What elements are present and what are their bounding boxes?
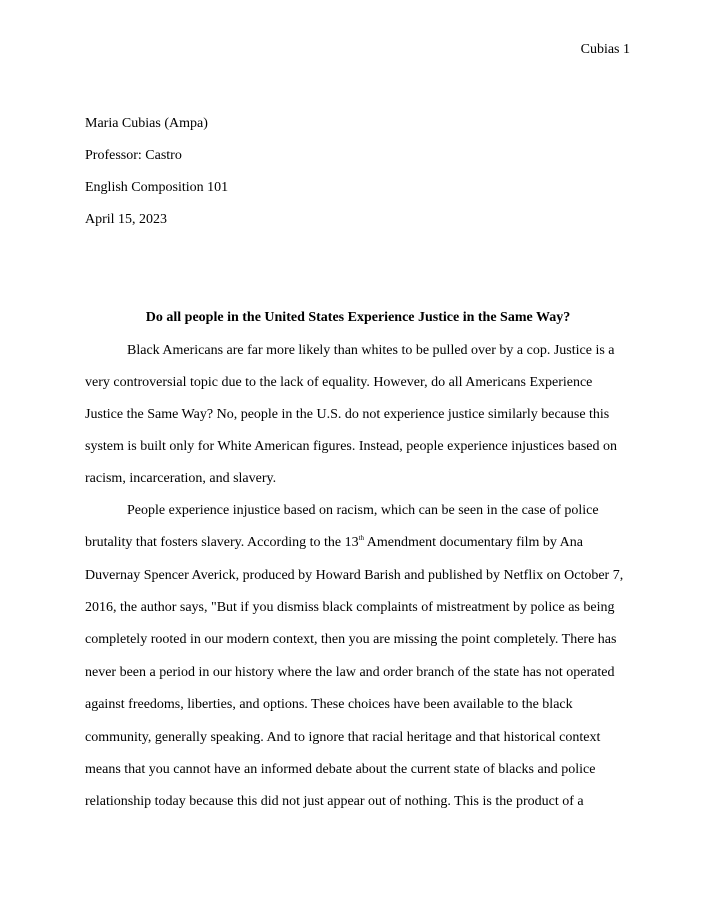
paragraph-2-text: brutality that fosters slavery. According to the 13	[85, 535, 359, 550]
paragraph-2-line: Duvernay Spencer Averick, produced by Howard Barish and published by Netflix on October 7,	[85, 568, 624, 583]
professor-name: Professor: Castro	[85, 148, 182, 163]
student-name: Maria Cubias (Ampa)	[85, 116, 208, 131]
paragraph-1-line: Justice the Same Way? No, people in the U.S. do not experience justice similarly because this	[85, 407, 610, 422]
essay-title: Do all people in the United States Experience Justice in the Same Way?	[145, 310, 571, 325]
paragraph-1-line: Black Americans are far more likely than whites to be pulled over by a cop. Justice is a	[127, 343, 615, 358]
paragraph-2-line: 2016, the author says, "But if you dismiss black complaints of mistreatment by police as being	[85, 600, 615, 615]
paragraph-2-line: means that you cannot have an informed debate about the current state of blacks and police	[85, 762, 596, 777]
paragraph-2-line: completely rooted in our modern context, then you are missing the point completely. There has	[85, 632, 617, 647]
paragraph-2-line	[85, 533, 583, 553]
paragraph-2-line: never been a period in our history where the law and order branch of the state has not operated	[85, 665, 615, 680]
paragraph-2-line: People experience injustice based on racism, which can be seen in the case of police	[127, 503, 599, 518]
paragraph-2-text: Amendment documentary film by Ana	[364, 535, 583, 550]
running-head: Cubias 1	[580, 42, 630, 57]
paragraph-2-line: relationship today because this did not just appear out of nothing. This is the product of a	[85, 794, 584, 809]
paragraph-1-line: system is built only for White American figures. Instead, people experience injustices based on	[85, 439, 617, 454]
mla-heading	[85, 114, 645, 242]
paragraph-2-line: against freedoms, liberties, and options. These choices have been available to the black	[85, 697, 573, 712]
paragraph-2-line: community, generally speaking. And to ignore that racial heritage and that historical context	[85, 730, 601, 745]
essay-date: April 15, 2023	[85, 212, 168, 227]
paragraph-1-line: very controversial topic due to the lack of equality. However, do all Americans Experience	[85, 375, 593, 390]
ordinal-suffix: th	[358, 534, 365, 542]
course-name: English Composition 101	[85, 180, 229, 195]
paragraph-1-line: racism, incarceration, and slavery.	[85, 471, 277, 486]
